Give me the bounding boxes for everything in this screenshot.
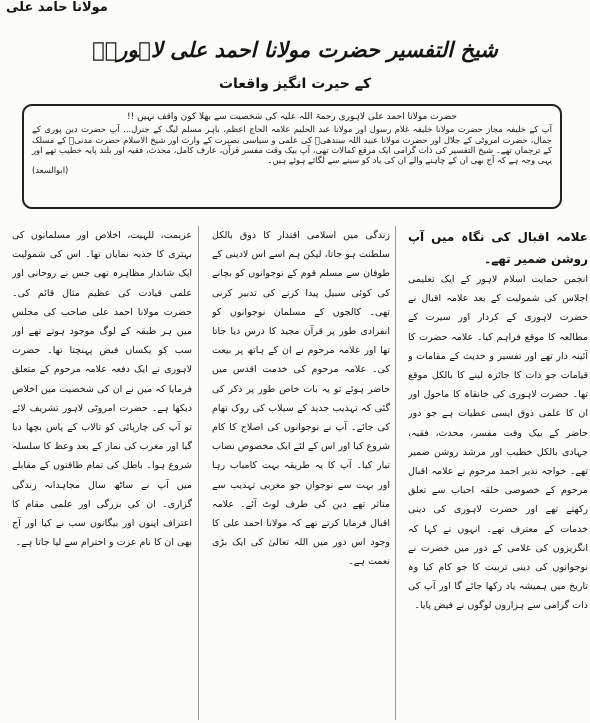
article-body xyxy=(10,226,588,720)
column-text: انجمن حمایت اسلام لاہور کے ایک تعلیمی اجلاس کی شمولیت کے بعد علامہ اقبال نے حضرت لاہوری کے کردار اور سیرت کے مطالعہ کا موقع فراہم کیا۔ علامہ حضرت کا آئینہ دار تھے اور تفسیر و حدیث کے مقامات و قیامات جو ذات کا جائزہ لینے کا بالکل موقع تھا۔ حضرت لاہوری کی خانقاہ کا ماحول اور ان کا علمی ذوق ایسی عطیات ہے جو دور حاضر کے بیک وقت مفسر، محدث، فقیہ، جہادی بالکل خطیب اور مرشد روشن ضمیر تھے۔ خواجہ نذیر احمد مرحوم نے علامہ اقبال مرحوم کے خصوصی حلقہ احباب سے تعلق رکھتے تھے اور حضرت لاہوری کی دینی خدمات کے معترف تھے۔ انہوں نے کہا کہ انگریزوں کی غلامی کے دور میں حضرت نے نوجوانوں کی دینی تربیت کا جو کام کیا وہ تاریخ میں ہمیشہ یاد رکھا جائے گا اور آپ کی ذات گرامی سے ہزاروں لوگوں نے فیض پایا۔ xyxy=(408,274,588,612)
column-left xyxy=(12,226,192,720)
column-text: عزیمت، للہیت، اخلاص اور مسلمانوں کی بہتری کا جذبہ نمایاں تھا۔ اس کی شمولیت ایک شاندار مظاہرہ تھی جس نے روحانی اور علمی قیادت کی عظیم مثال قائم کی۔ حضرت مولانا احمد علی صاحب کی مجلس میں ہر طبقہ کے لوگ موجود ہوتے تھے اور سب کو یکساں فیض پہنچتا تھا۔ حضرت لاہوری نے ایک دفعہ علامہ مرحوم کے متعلق فرمایا کہ میں نے ان کی شخصیت میں اخلاص دیکھا ہے۔ حضرت امروٹی لاہور تشریف لائے تو آپ کی چارپائی کو تالاب کے پاس بچھا دیا گیا اور مغرب کی نماز کے بعد وعظ کا سلسلہ شروع ہوا۔ باطل کی تمام طاقتوں کے مقابلے میں آپ نے ساٹھ سال مجاہدانہ زندگی گزاری۔ ان کی بزرگی اور علمی مقام کا اعتراف اپنوں اور بیگانوں سب نے کیا اور آج بھی ان کا نام عزت و احترام سے لیا جاتا ہے۔ xyxy=(12,230,192,549)
intro-box xyxy=(22,104,562,209)
article-title: شیخ التفسیر حضرت مولانا احمد علی لاہوریؒ xyxy=(92,38,498,62)
article-subtitle: کے حیرت انگیز واقعات xyxy=(218,76,372,92)
column-text: زندگی میں اسلامی اقتدار کا ذوق بالکل سلطنت ہو جاتا، لیکن ہم اسے اس لادینی کے طوفان سے مسلم قوم کے نوجوانوں کو بچانے کی کوئی سبیل پیدا کرنے کی تدبیر کرنی تھی۔ کالجوں کے مسلمان نوجوانوں کو انفرادی طور پر قرآن مجید کا درس دیا جاتا تھا اور علامہ مرحوم نے ان کے ہاتھ پر بیعت کی۔ علامہ مرحوم کی خدمت اقدس میں حاضر ہوئے تو یہ بات خاص طور پر ذکر کی گئی کہ تہذیب جدید کے سیلاب کی روک تھام کی جائے۔ آپ نے نوجوانوں کی اصلاح کا کام شروع کیا اور اس کے لئے ایک مخصوص نصاب تیار کیا۔ آپ کا یہ طریقہ بہت کامیاب رہا اور بہت سے نوجوان جو مغربی تہذیب سے متاثر تھے دین کی طرف لوٹ آئے۔ علامہ اقبال فرمایا کرتے تھے کہ مولانا احمد علی کا وجود اس دور میں اللہ تعالیٰ کی ایک بڑی نعمت ہے۔ xyxy=(212,230,390,568)
column-subheading: علامہ اقبال کی نگاہ میں آپ روشن ضمیر تھے۔ xyxy=(408,230,588,266)
column-middle xyxy=(212,226,390,720)
intro-box-text: آپ کے خلیفہ مجاز حضرت مولانا خلیفہ غلام رسول اور مولانا عبد الحلیم علامہ الحاج اعظم، باہر مسلم لیگ کے جنرل... آپ حضرت دین پوری کے جمال، حضرت امروٹی کے جلال اور حضرت مولانا عبید اللہ سندھیؒ کی علمی و سیاسی بصیرت کے وارث اور شیخ الاسلام حضرت مدنیؒ کے مسلک کے ترجمان تھے۔ شیخ التفسیر کی ذات گرامی ایک مرقع کمالات تھی، آپ بیک وقت مفسر قرآن، عارف کامل، محدث، فقیہ اور بلند پایہ خطیب تھے اور یہی وجہ ہے کہ آج بھی ان کے چاہنے والے ان کی یاد کو سینے سے لگائے ہوئے ہیں۔ xyxy=(32,124,552,166)
intro-box-signature: (ابوالسعد) xyxy=(32,165,69,176)
column-right xyxy=(408,226,588,720)
intro-box-heading: حضرت مولانا احمد علی لاہوری رحمۃ اللہ علیہ کی شخصیت سے بھلا کون واقف نہیں !! xyxy=(127,112,457,122)
author-byline: مولانا حامد علی xyxy=(6,0,108,15)
